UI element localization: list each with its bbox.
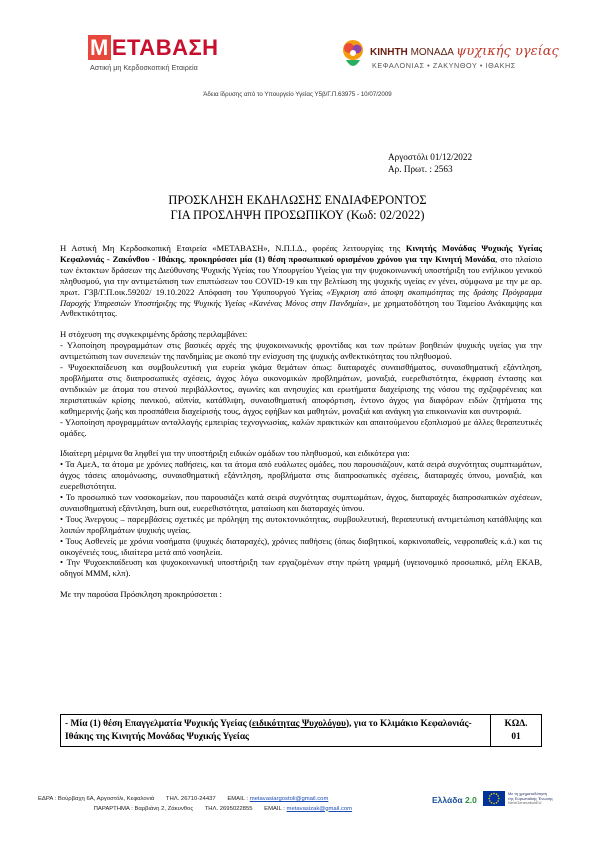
license-line: Άδεια ίδρυσης από το Υπουργείο Υγείας Υ5β/Γ.Π.63975 - 10/07/2009 [203,91,392,98]
footer-branch-line: ΠΑΡΑΡΤΗΜΑ : Βαρβιάνη 2, Ζάκυνθος ΤΗΛ. 2695022855 EMAIL : metavasizak@gmail.com [93,805,353,812]
position-code [491,715,542,747]
intro-paragraph: Η Αστική Μη Κερδοσκοπική Εταιρεία «ΜΕΤΑΒΑΣΗ», Ν.Π.Ι.Δ., φορέας λειτουργίας της Κινητής Μονάδας Ψυχικής Υγείας Κεφαλονιάς - Ζακύνθου - Ιθάκης, προκηρύσσει μία (1) θέση προσωπικού ορισμένου χρόνου για την Κινητή Μονάδα, στο πλαίσιο των έκτακτων δράσεων της Διεύθυνσης Ψυχικής Υγείας του Υπουργείου Υγείας για την ψυχοκοινωνική υποστήριξη του ενήλικου γενικού πληθυσμού, για την αντιμετώπιση των επιπτώσεων του COVID-19 και την βελτίωση της ψυχικής υγείας εν γένει, σύμφωνα με την με αρ. πρωτ. Γ3β/Γ.Π.οικ.59202/ 19.10.2022 Απόφαση του Υφυπουργού Υγείας «Έγκριση από άποψη σκοπιμότητας της δράσης Πρόγραμμα Παροχής Υπηρεσιών Υποστήριξης της Ψυχικής Υγείας «Κανένας Μόνος στην Πανδημία», με χρηματοδότηση του Ταμείου Ανάκαμψης και Ανθεκτικότητας. [60,243,543,319]
document-title [0,193,595,222]
metavasi-logo-wordmark: ΕΤΑΒΑΣΗ [111,35,219,60]
footer-hq-line: ΕΔΡΑ : Βούρβαχη 6Α, Αργοστόλι, Κεφαλονιά ΤΗΛ. 26710-24437 EMAIL : metavasiargostoli@gmail.com [38,796,329,802]
groups-heading: Ιδιαίτερη μέριμνα θα ληφθεί για την υποστήριξη ειδικών ομάδων του πληθυσμού, και ειδικότερα για: [60,448,410,459]
document-meta [388,151,472,175]
metavasi-logo-m: M [90,35,109,60]
position-code-label: ΚΩΔ. [504,718,528,729]
group-item: • Τα ΑμεΑ, τα άτομα με χρόνιες παθήσεις, και τα άτομα από ευάλωτες ομάδες, που παρουσιάζουν, κατά σειρά συχνότητας συμπτωμάτων, άγχος τάσεις απομόνωσης, συναισθηματική εξάντληση, προβλήματα στις διαπροσωπικές σχέσεις, διαταραχές ύπνου, μοναξιά, και ευερεθιστότητα. [60,459,542,492]
announcement-line: Με την παρούσα Πρόσκληση προκηρύσσεται : [60,589,222,600]
eu-funding-text: Με τη χρηματοδότηση της Ευρωπαϊκής Ένωσης NextGenerationEU [508,791,554,806]
title-line-2: ΓΙΑ ΠΡΟΣΛΗΨΗ ΠΡΟΣΩΠΙΚΟΥ (Κωδ: 02/2022) [170,207,425,222]
letterhead [0,0,595,100]
greece-2-0-logo: Ελλάδα 2.0 [432,795,477,805]
mobile-unit-logo [338,38,559,78]
actions-heading: Η στόχευση της συγκεκριμένης δράσης περιλαμβάνει: [60,329,248,340]
eu-flag-icon [483,791,505,806]
footer-addresses [38,795,352,814]
title-line-1: ΠΡΟΣΚΛΗΣΗ ΕΚΔΗΛΩΣΗΣ ΕΝΔΙΑΦΕΡΟΝΤΟΣ [168,193,427,207]
document-body [60,243,542,600]
position-description: - Μία (1) θέση Επαγγελματία Ψυχικής Υγείας (ειδικότητας Ψυχολόγου), για το Κλιμάκιο Κεφαλονιάς-Ιθάκης της Κινητής Μονάδας Ψυχικής Υγείας [61,715,491,747]
action-item: - Ψυχοεκπαίδευση και συμβουλευτική για ευρεία γκάμα θεμάτων όπως: διαταραχές συναισθήματος, συναισθηματική εξάντληση, προβλήματα στις διαπροσωπικές σχέσεις, άγχος λόγω οικονομικών προβλημάτων, μοναξιά, ευερεθιστότητα, έκφραση έντασης και αντιδικιών με άτομα του στενού περιβάλλοντος, αγωνίες και ανησυχίες και ερωτήματα διαχείρισης της νόσου της σχιζοφρένειας και περιστατικών κρίσης πανικού, αϋπνία, κατάθλιψη, συναισθηματική αποφόρτιση, έντονο άγχος για διαφόρων ειδών ζητήματα της καθημερινής ζωής και προσπάθεια διαχείρισής τους, άγχος εφήβων και μαθητών, μοναξιά και ανάγκη για επικοινωνία και συντροφιά. [60,362,542,416]
metavasi-logo-subtitle: Αστική μη Κερδοσκοπική Εταιρεία [90,63,198,72]
position-table [60,714,542,747]
mobile-unit-logo-subtitle: ΚΕΦΑΛΟΝΙΑΣ • ΖΑΚΥΝΘΟΥ • ΙΘΑΚΗΣ [372,61,516,70]
hq-email-link[interactable]: metavasiargostoli@gmail.com [249,796,329,802]
group-item: • Την Ψυχοεκπαίδευση και ψυχοκοινωνική υποστήριξη των εργαζομένων στην πρώτη γραμμή (υγειονομικό προσωπικό, μέλη ΕΚΑΒ, οδηγοί ΜΜΜ, κλπ). [60,557,542,579]
page-footer [0,790,595,830]
brain-heart-logo-icon [338,38,368,72]
metavasi-logo [88,36,218,76]
mobile-unit-logo-title: ΚΙΝΗΤΗ ΜΟΝΑΔΑ ψυχικής υγείας [370,44,559,59]
action-item: - Υλοποίηση προγραμμάτων στις βασικές αρχές της ψυχοκοινωνικής φροντίδας και των πρώτων βοηθειών ψυχικής υγείας για την αντιμετώπιση των συνεπειών της πανδημίας με σκοπό την ενίσχυση της ψυχικής ανθεκτικότητας του πληθυσμού. [60,340,542,362]
group-item: • Τους Ασθενείς με χρόνια νοσήματα (ψυχικές διαταραχές), χρόνιες παθήσεις (όπως διαβητικοί, καρκινοπαθείς, νεφροπαθείς κ.ά.) και τις οικογένειές τους, ιδιαίτερα μετά από νοσηλεία. [60,535,542,557]
branch-email-link[interactable]: metavasizak@gmail.com [286,805,353,812]
table-row [61,715,542,747]
protocol-number: Αρ. Πρωτ. : 2563 [388,164,453,174]
position-code-value: 01 [511,731,521,742]
action-item: - Υλοποίηση προγραμμάτων ανταλλαγής εμπειρίας τεχνογνωσίας, καλών πρακτικών και απαιτούμενου εξοπλισμού με άλλες θεραπευτικές ομάδες. [60,416,542,438]
group-item: • Τους Άνεργους – παρεμβάσεις σχετικές με πρόληψη της αυτοκτονικότητας, συμβουλευτική, θεραπευτική αντιμετώπιση κατάθλιψης και λοιπών προβλημάτων ψυχικής υγείας. [60,513,542,535]
document-date: Αργοστόλι 01/12/2022 [388,152,473,162]
group-item: • Το προσωπικό των νοσοκομείων, που παρουσιάζει κατά σειρά συχνότητας συμπτωμάτων, άγχος, διαταραχές διαπροσωπικών σχέσεων, συναισθηματική εξάντληση, burn out, ευερεθιστότητα, ματαίωση και διαταραχές ύπνου. [60,492,542,513]
